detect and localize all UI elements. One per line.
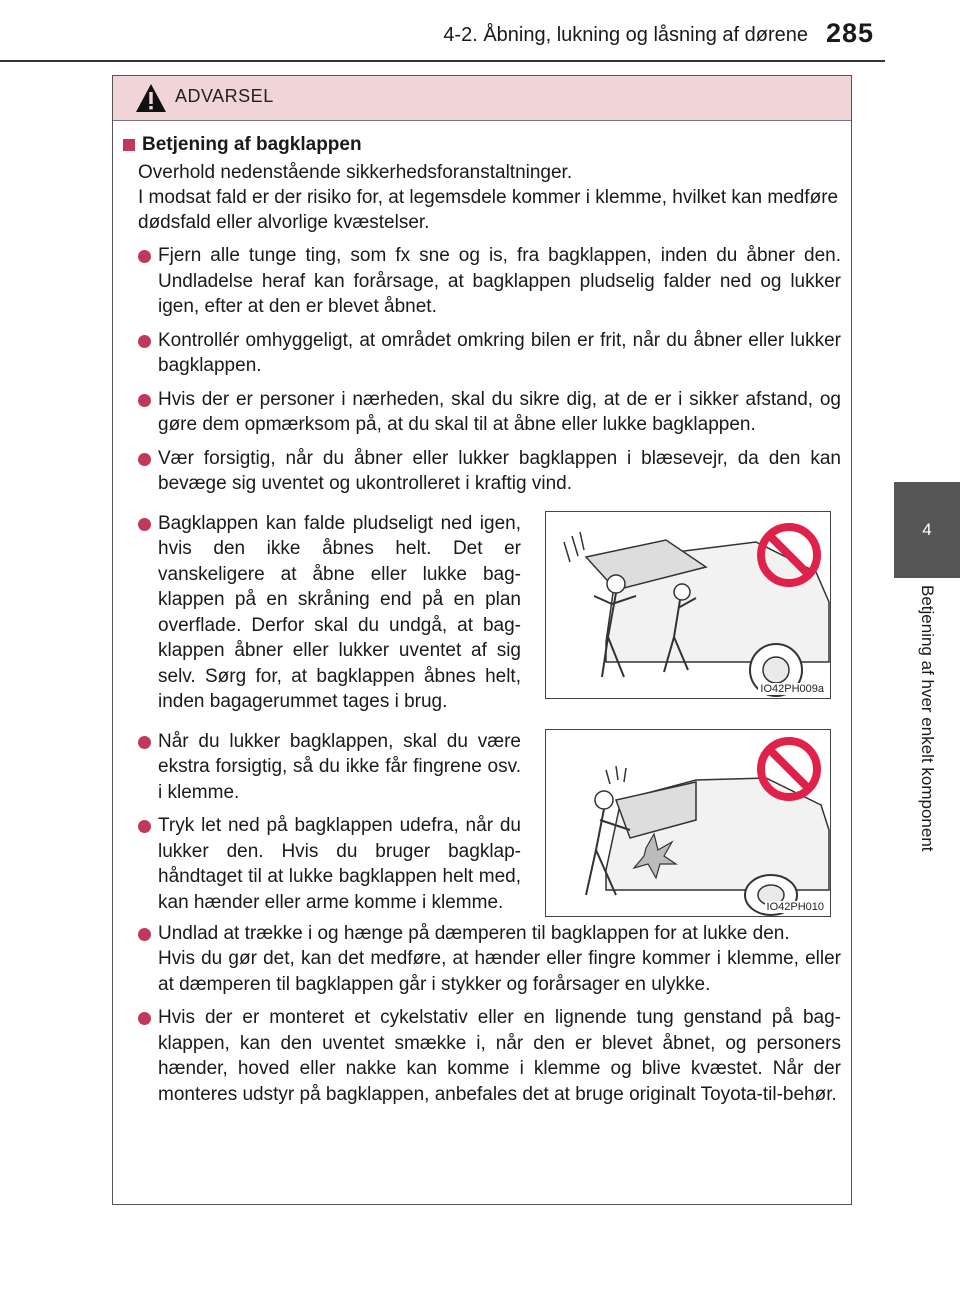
list-item: Hvis der er monteret et cykelstativ eller en lignende tung genstand på bag-klappen, kan den uventet smække i, når den er blevet åbnet, og personers hænder, hoved eller nakke kan komme i klemme og blive kvæstet. Når der monteres udstyr på bagklappen, anbefales det at bruge originalt Toyota-til-behør. [123,1005,841,1107]
bullet-dot-icon [138,1012,151,1025]
list-item: Hvis der er personer i nærheden, skal du sikre dig, at de er i sikker afstand, og gøre dem opmærksom på, at du skal til at åbne eller lukke bagklappen. [123,387,841,438]
list-item: Vær forsigtig, når du åbner eller lukker bagklappen i blæsevejr, da den kan bevæge sig uventet og ukontrolleret i kraftig vind. [123,446,841,497]
illustration-tailgate-closing [545,729,831,917]
list-item: Fjern alle tunge ting, som fx sne og is, fra bagklappen, inden du åbner den. Undladelse heraf kan forårsage, at bagklappen pludselig falder ned og lukker igen, efter at den er blevet åbnet. [123,243,841,320]
prohibition-icon [756,522,822,588]
figure-code: IO42PH009a [760,682,824,695]
chapter-number: 4 [922,520,932,539]
section-title: 4-2. Åbning, lukning og låsning af dørene [443,24,808,46]
header-rule [0,60,885,62]
chapter-title: Betjening af hver enkelt komponent [918,585,937,852]
intro-line: I modsat fald er der risiko for, at legemsdele kommer i klemme, hvilket kan medføre dødsfald eller alvorlige kvæstelser. [138,187,839,233]
figure-code: IO42PH010 [766,900,824,913]
bullet-dot-icon [138,335,151,348]
bullet-dot-icon [138,518,151,531]
bullet-dot-icon [138,250,151,263]
intro-line: Overhold nedenstående sikkerhedsforanstaltninger. [138,162,573,183]
bullet-dot-icon [138,736,151,749]
square-bullet-icon [123,139,135,151]
illustration-tailgate-falling [545,511,831,699]
chapter-label [894,585,960,905]
prohibition-icon [756,736,822,802]
bullet-dot-icon [138,928,151,941]
warning-triangle-icon [135,83,167,113]
bullet-dot-icon [138,820,151,833]
list-item: Tryk let ned på bagklappen udefra, når du lukker den. Hvis du bruger bagklap-håndtaget til at lukke bagklappen helt med, kan hænder eller arme komme i klemme. [123,813,521,915]
warning-content [123,134,841,1107]
warning-subheading [123,134,841,156]
bullet-dot-icon [138,394,151,407]
list-item: Kontrollér omhyggeligt, at området omkring bilen er frit, når du åbner eller lukker bagklappen. [123,328,841,379]
list-item: Når du lukker bagklappen, skal du være ekstra forsigtig, så du ikke får fingrene osv. i klemme. [123,729,521,806]
bullet-dot-icon [138,453,151,466]
warning-header [113,76,851,121]
warning-box [112,75,852,1205]
figure-row-2 [123,729,841,917]
warning-title: ADVARSEL [175,86,274,106]
subheading-text: Betjening af bagklappen [142,134,362,155]
list-item: Undlad at trække i og hænge på dæmperen til bagklappen for at lukke den. Hvis du gør det, kan det medføre, at hænder eller fingre kommer i klemme, eller at dæmperen til bagklappen går i stykker og forårsager en ulykke. [123,921,841,998]
page-number: 285 [826,18,875,48]
list-item: Bagklappen kan falde pludseligt ned igen, hvis den ikke åbnes helt. Det er vanskeligere at åbne eller lukke bag-klappen på en skråning end på en plan overflade. Derfor skal du undgå, at bag-klappen åbner eller lukker uventet af sig selv. Sørg for, at bagklappen åbnes helt, inden bagagerummet tages i brug. [123,511,521,715]
figure-row-1 [123,511,841,715]
chapter-tab [894,482,960,578]
